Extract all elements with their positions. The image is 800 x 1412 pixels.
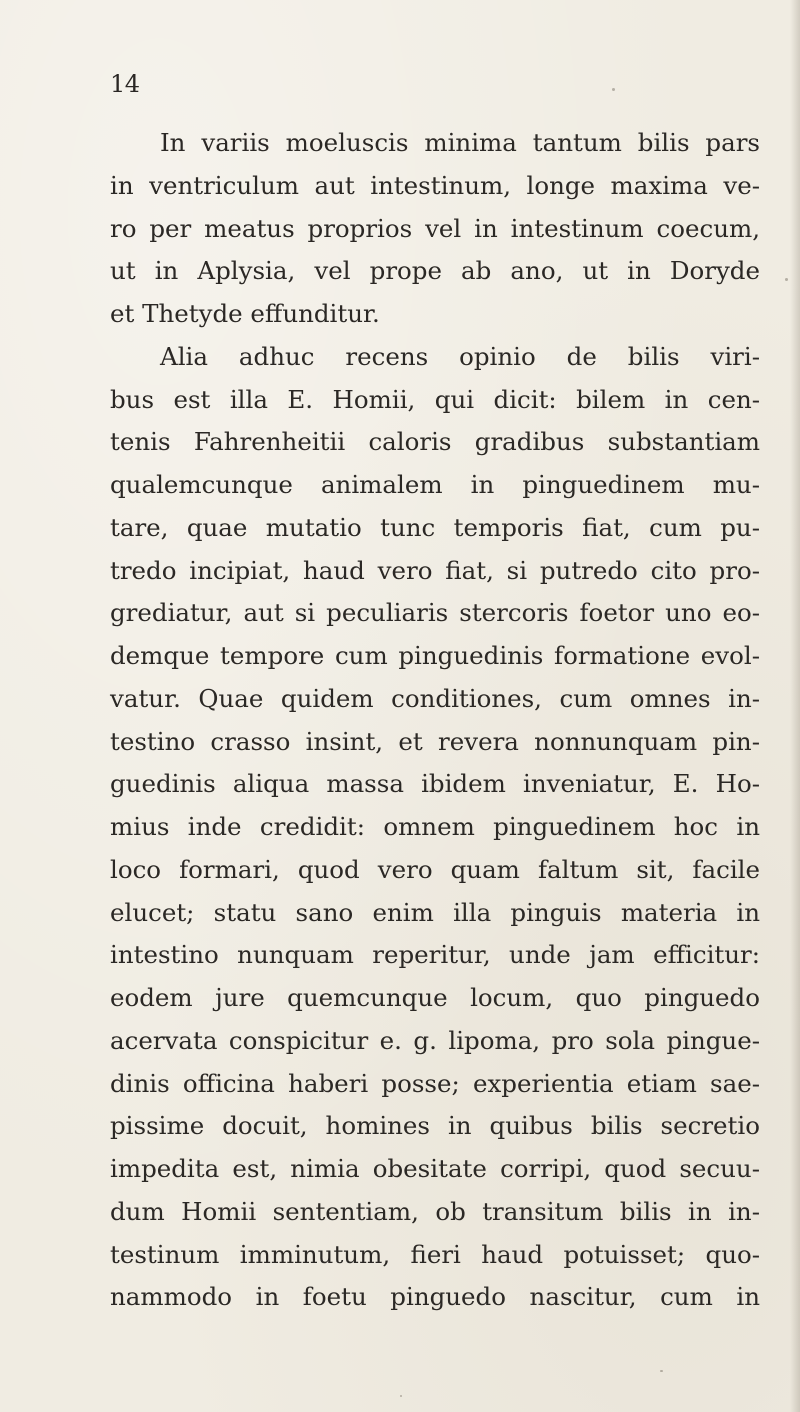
- paper-speck: [785, 278, 788, 281]
- text-line: loco formari, quod vero quam faltum sit, facile: [110, 854, 760, 884]
- text-line: dum Homii sententiam, ob transitum bilis in in-: [110, 1196, 760, 1226]
- text-line: impedita est, nimia obesitate corripi, quod secuu-: [110, 1154, 760, 1183]
- page-number: 14: [110, 70, 140, 98]
- text-line: in ventriculum aut intestinum, longe maxima ve-: [110, 170, 760, 200]
- text-line: testino crasso insint, et revera nonnunquam pin-: [110, 726, 760, 756]
- text-line: In variis moeluscis minima tantum bilis pars: [160, 128, 760, 157]
- paper-speck: [230, 1000, 232, 1002]
- text-line: elucet; statu sano enim illa pinguis materia in: [110, 897, 760, 927]
- text-line: qualemcunque animalem in pinguedinem mu-: [110, 470, 760, 499]
- text-line: nammodo in foetu pinguedo nascitur, cum in: [110, 1282, 760, 1312]
- text-line: testinum imminutum, fieri haud potuisset; quo-: [110, 1239, 760, 1269]
- text-line: grediatur, aut si peculiaris stercoris foetor uno eo-: [110, 598, 760, 628]
- text-line: pissime docuit, homines in quibus bilis secretio: [110, 1111, 760, 1141]
- text-line: acervata conspicitur e. g. lipoma, pro sola pingue-: [110, 1025, 760, 1055]
- text-line: intestino nunquam reperitur, unde jam efficitur:: [110, 940, 760, 970]
- text-line: tare, quae mutatio tunc temporis fiat, cum pu-: [110, 512, 760, 542]
- paper-speck: [400, 1395, 402, 1397]
- text-line: bus est illa E. Homii, qui dicit: bilem in cen-: [110, 384, 760, 414]
- paper-speck: [660, 1370, 663, 1372]
- text-line: demque tempore cum pinguedinis formatione evol-: [110, 641, 760, 670]
- page-edge-shadow: [790, 0, 800, 1412]
- text-line: mius inde credidit: omnem pinguedinem hoc in: [110, 812, 760, 841]
- text-line: tredo incipiat, haud vero fiat, si putredo cito pro-: [110, 555, 760, 585]
- text-line: et Thetyde effunditur.: [110, 299, 380, 328]
- text-line: guedinis aliqua massa ibidem inveniatur, E. Ho-: [110, 769, 760, 799]
- text-line: tenis Fahrenheitii caloris gradibus substantiam: [110, 427, 760, 457]
- paper-speck: [612, 88, 615, 91]
- text-line: eodem jure quemcunque locum, quo pinguedo: [110, 983, 760, 1012]
- text-line: Alia adhuc recens opinio de bilis viri-: [160, 341, 760, 371]
- text-line: ut in Aplysia, vel prope ab ano, ut in Doryde: [110, 256, 760, 286]
- text-line: vatur. Quae quidem conditiones, cum omnes in-: [110, 683, 760, 713]
- body-text: [110, 122, 760, 1319]
- text-line: ro per meatus proprios vel in intestinum coecum,: [110, 213, 760, 243]
- text-line: dinis officina haberi posse; experientia etiam sae-: [110, 1068, 760, 1098]
